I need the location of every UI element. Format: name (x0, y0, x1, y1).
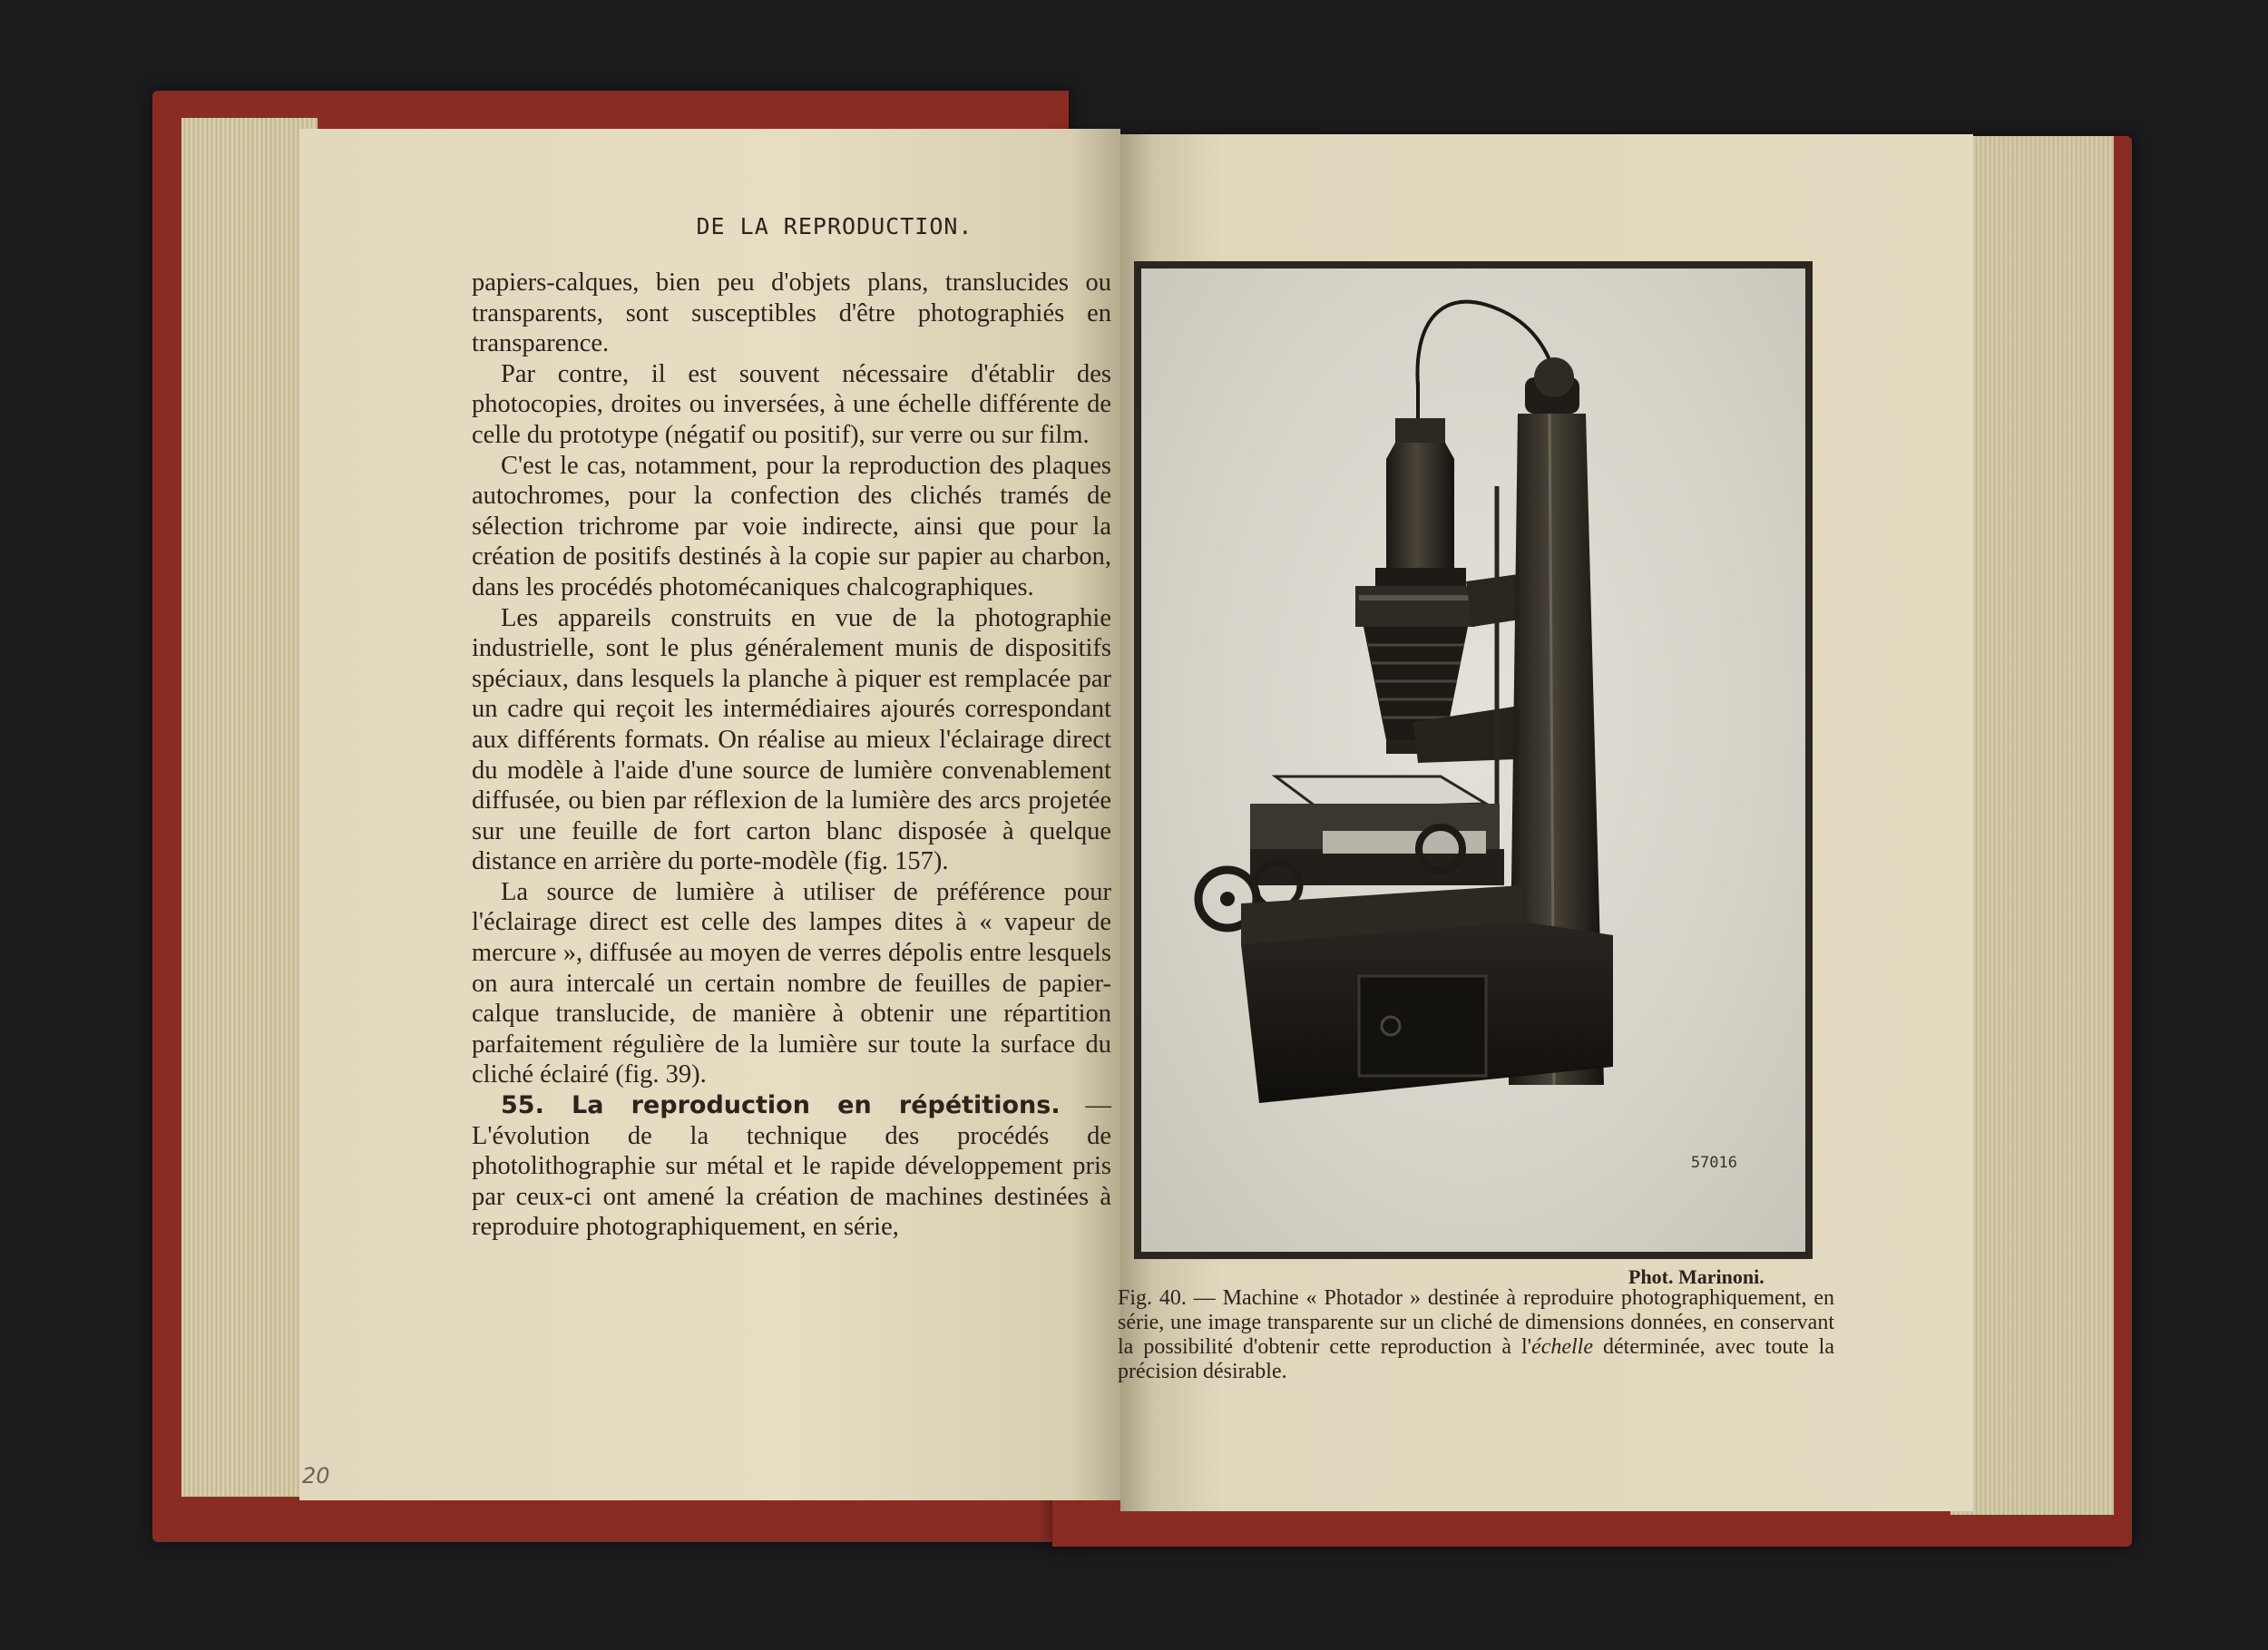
caption-text-end: déterminée, avec toute la précision désirable. (1118, 1335, 1834, 1383)
section-heading: 55. La reproduction en répétitions. (501, 1091, 1061, 1120)
page-edges-right (1950, 136, 2114, 1515)
figure-photograph (1134, 261, 1813, 1259)
left-page-text (472, 268, 1111, 1243)
section-text: — L'évolution de la technique des procédés de photolithographie sur métal et le rapide développement pris par ceux-ci ont amené la création de machines destinées à reproduire photographiquement, en série, (472, 1091, 1111, 1242)
photo-credit: Phot. Marinoni. (1628, 1265, 1765, 1288)
caption-text: Fig. 40. — Machine « Photador » destinée à reproduire photographiquement, en série, une image transparente sur un cliché de dimensions données, en conservant la possibilité d'obtenir cette reproduction à l' (1118, 1286, 1834, 1359)
photador-machine-illustration (1141, 268, 1805, 1252)
paragraph: Par contre, il est souvent nécessaire d'établir des photocopies, droites ou inversées, à une échelle différente de celle du prototype (négatif ou positif), sur verre ou sur film. (472, 359, 1111, 449)
paragraph: C'est le cas, notamment, pour la reproduction des plaques autochromes, pour la confection des clichés tramés de sélection trichrome par voie indirecte, ainsi que pour la création de positifs destinés à la copie sur papier au charbon, dans les procédés photomécaniques chalcographiques. (472, 451, 1111, 601)
photo-area (1141, 268, 1805, 1252)
paragraph: papiers-calques, bien peu d'objets plans, translucides ou transparents, sont susceptibles d'être photographiés en transparence. (472, 268, 1111, 358)
figure-caption (1118, 1286, 1834, 1384)
page-edges-left (181, 118, 318, 1497)
page-number-annotation: 20 (302, 1463, 330, 1489)
plate-number: 57016 (1690, 1154, 1737, 1172)
paragraph: Les appareils construits en vue de la photographie industrielle, sont le plus généralement munis de dispositifs spéciaux, dans lesquels la planche à piquer est remplacée par un cadre qui reçoit les intermédiaires ajourés correspondant aux différents formats. On réalise au mieux l'éclairage direct du modèle à l'aide d'une source de lumière convenablement diffusée, ou bien par réflexion de la lumière des arcs projetée sur une feuille de fort carton blanc disposée à quelque distance en arrière du porte-modèle (fig. 157). (472, 603, 1111, 876)
running-head: DE LA REPRODUCTION. (696, 213, 973, 239)
paragraph: La source de lumière à utiliser de préférence pour l'éclairage direct est celle des lampes dites à « vapeur de mercure », diffusée au moyen de verres dépolis entre lesquels on aura intercalé un certain nombre de feuilles de papier-calque translucide, de manière à obtenir une répartition parfaitement régulière de la lumière sur toute la surface du cliché éclairé (fig. 39). (472, 877, 1111, 1089)
caption-italic: échelle (1531, 1335, 1593, 1359)
section-paragraph (472, 1090, 1111, 1243)
